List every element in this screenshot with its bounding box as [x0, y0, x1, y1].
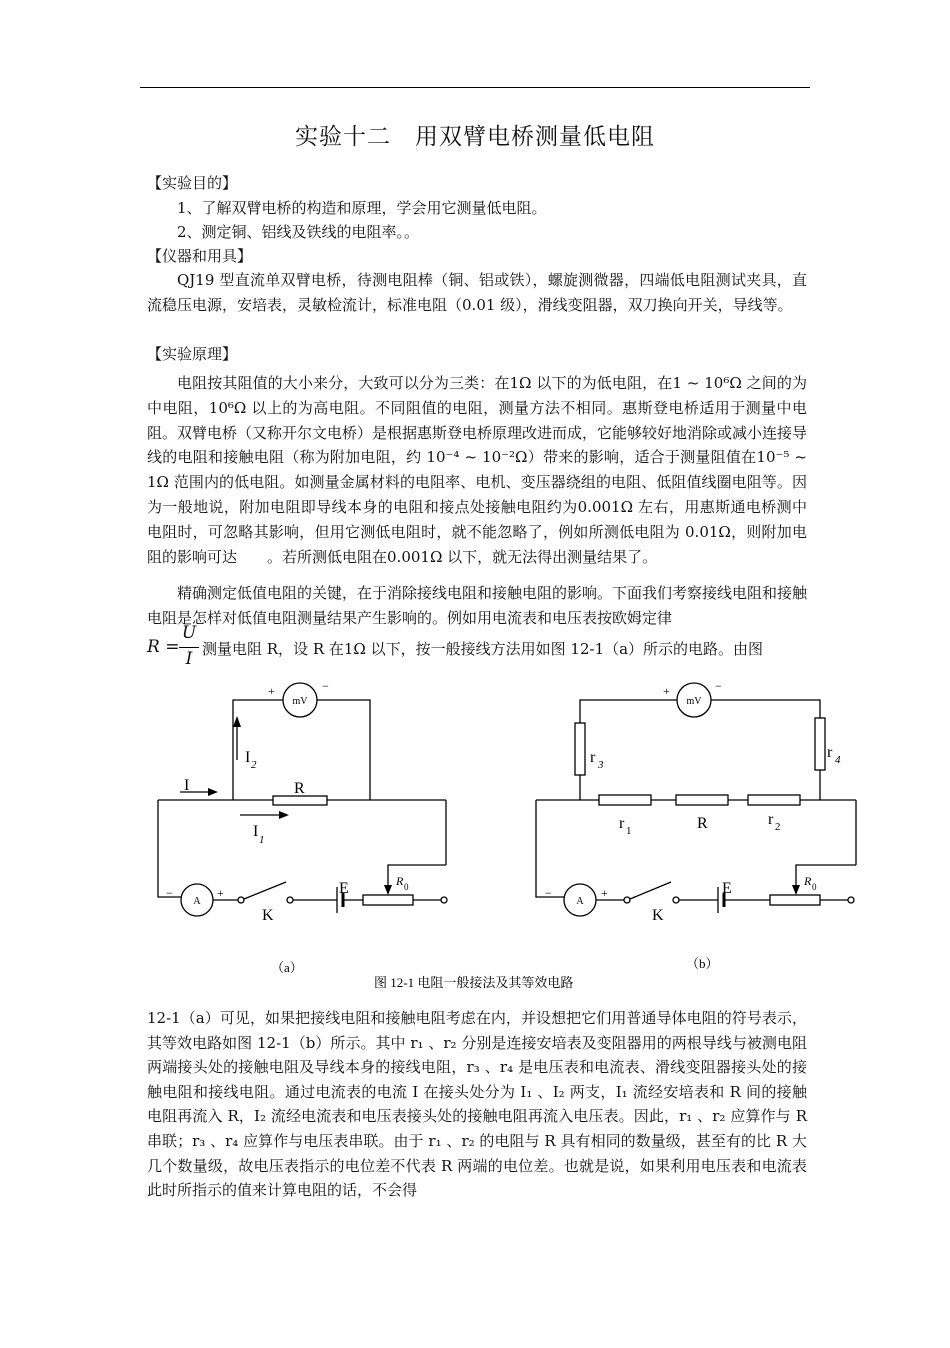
label-i1-a: I	[253, 823, 259, 840]
switch-k-a	[244, 882, 286, 899]
label-r-a: R	[294, 780, 305, 797]
ammeter-b-label: A	[576, 896, 584, 907]
purpose-item-1: 1、了解双臂电桥的构造和原理，学会用它测量低电阻。	[177, 199, 547, 217]
label-e-a: E	[339, 880, 349, 897]
page-title: 实验十二 用双臂电桥测量低电阻	[295, 124, 655, 150]
voltmeter-b-plus: +	[663, 684, 670, 698]
resistor-r-a	[273, 796, 327, 805]
voltmeter-b-label: mV	[686, 696, 702, 707]
equipment-paragraph: QJ19 型直流单双臂电桥，待测电阻棒（铜、铝或铁），螺旋测微器，四端低电阻测试夹具，直流稳压电源，安培表，灵敏检流计，标准电阻（0.01 级），滑线变阻器，双刀换向开关，导线等。	[147, 271, 807, 314]
principle-paragraph-1: 电阻按其阻值的大小来分，大致可以分为三类：在1Ω 以下的为低电阻，在1 ~ 10⁶Ω 之间的为中电阻，10⁶Ω 以上的为高电阻。不同阻值的电阻，测量方法不相同。惠斯登电桥适用于测量中电阻。双臂电桥（又称开尔文电桥）是根据惠斯登电桥原理改进而成，它能够较好地消除或减小连接导线的电阻和接触电阻（称为附加电阻，约 10⁻⁴ ~ 10⁻²Ω）带来的影响，适合于测量阻值在10⁻⁵ ~ 1Ω 范围内的低电阻。如测量金属材料的电阻率、电机、变压器绕组的电阻、低阻值线圈电阻等。因为一般地说，附加电阻即导线本身的电阻和接点处接触电阻约为0.001Ω 左右，用惠斯通电桥测中电阻时，可忽略其影响，但用它测低电阻时，就不能忽略了，例如所测低电阻为 0.01Ω，则附加电阻的影响可达 。若所测低电阻在0.001Ω 以下，就无法得出测量结果了。	[147, 374, 808, 566]
ammeter-a-plus: +	[217, 886, 224, 900]
label-r0-b-sub: 0	[812, 882, 817, 892]
label-i2-a-sub: 2	[251, 759, 257, 771]
figure-label-a: （a）	[271, 960, 303, 975]
principle-paragraph-3: 12-1（a）可见，如果把接线电阻和接触电阻考虑在内，并设想把它们用普通导体电阻的符号表示，其等效电路如图 12-1（b）所示。其中 r₁ 、r₂ 分别是连接安培表及变阻器用的两根导线与被测电阻两端接头处的接触电阻及导线本身的接线电阻，r₃ 、r₄ 是电压表和电流表、滑线变阻器接头处的接触电阻和接线电阻。通过电流表的电流 I 在接头处分为 I₁ 、I₂ 两支，I₁ 流经安培表和 R 间的接触电阻再流入 R，I₂ 流经电流表和电压表接头处的接触电阻再流入电压表。因此，r₁ 、r₂ 应算作与 R 串联；r₃ 、r₄ 应算作与电压表串联。由于 r₁ 、r₂ 的电阻与 R 具有相同的数量级，甚至有的比 R 大几个数量级，故电压表指示的电位差不代表 R 两端的电位差。也就是说，如果利用电压表和电流表此时所指示的值来计算电阻的话，不会得	[147, 1009, 807, 1200]
formula-denominator: I	[185, 649, 193, 669]
formula-numerator: U	[181, 623, 197, 643]
circuit-b	[536, 679, 856, 924]
figure-caption: 图 12-1 电阻一般接法及其等效电路	[374, 975, 574, 990]
label-e-b: E	[722, 880, 732, 897]
voltmeter-a-minus: −	[322, 679, 329, 693]
principle-paragraph-2-end: 测量电阻 R，设 R 在1Ω 以下，按一般接线方法用如图 12-1（a）所示的电路。由图	[202, 640, 764, 658]
label-r-b: R	[697, 815, 708, 832]
label-r2-sub: 2	[775, 821, 781, 833]
label-r0-a: R	[396, 874, 404, 888]
purpose-item-2: 2、测定铜、铝线及铁线的电阻率。。	[177, 223, 420, 241]
label-r0-b: R	[804, 874, 812, 888]
label-r2: r	[768, 811, 774, 828]
resistor-r3	[575, 723, 585, 775]
section-heading-purpose: 【实验目的】	[147, 174, 238, 192]
principle-paragraph-2: 精确测定低值电阻的关键，在于消除接线电阻和接触电阻的影响。下面我们考察接线电阻和接触电阻是怎样对低值电阻测量结果产生影响的。例如用电流表和电压表按欧姆定律	[147, 584, 808, 627]
label-r1: r	[619, 815, 625, 832]
resistor-r1	[599, 795, 651, 805]
rheostat-b	[770, 895, 820, 905]
ammeter-b-plus: +	[601, 886, 608, 900]
label-i2-a: I	[245, 749, 251, 766]
resistor-r4	[815, 718, 825, 770]
label-r4-sub: 4	[835, 754, 841, 766]
ammeter-b-minus: −	[545, 886, 552, 900]
switch-k-b	[630, 882, 671, 899]
voltmeter-a-plus: +	[268, 684, 275, 698]
figure-label-b: （b）	[686, 956, 719, 971]
rheostat-a	[363, 895, 413, 905]
section-heading-equipment: 【仪器和用具】	[147, 247, 253, 265]
label-r3-sub: 3	[598, 759, 604, 771]
label-r4: r	[827, 744, 833, 761]
resistor-r2	[748, 795, 800, 805]
voltmeter-a-label: mV	[292, 696, 308, 707]
voltmeter-b-minus: −	[715, 679, 722, 693]
label-r3: r	[590, 749, 596, 766]
label-i-a: I	[184, 777, 190, 794]
label-r0-a-sub: 0	[404, 882, 409, 892]
label-k-a: K	[262, 907, 274, 924]
circuit-a	[158, 679, 447, 924]
ammeter-a-minus: −	[166, 886, 173, 900]
section-heading-principle: 【实验原理】	[147, 345, 238, 363]
resistor-r-b	[676, 795, 728, 805]
label-i1-a-sub: 1	[259, 834, 265, 846]
formula-lhs: R =	[147, 637, 180, 657]
label-k-b: K	[652, 907, 664, 924]
label-r1-sub: 1	[626, 825, 632, 837]
ammeter-a-label: A	[193, 896, 201, 907]
